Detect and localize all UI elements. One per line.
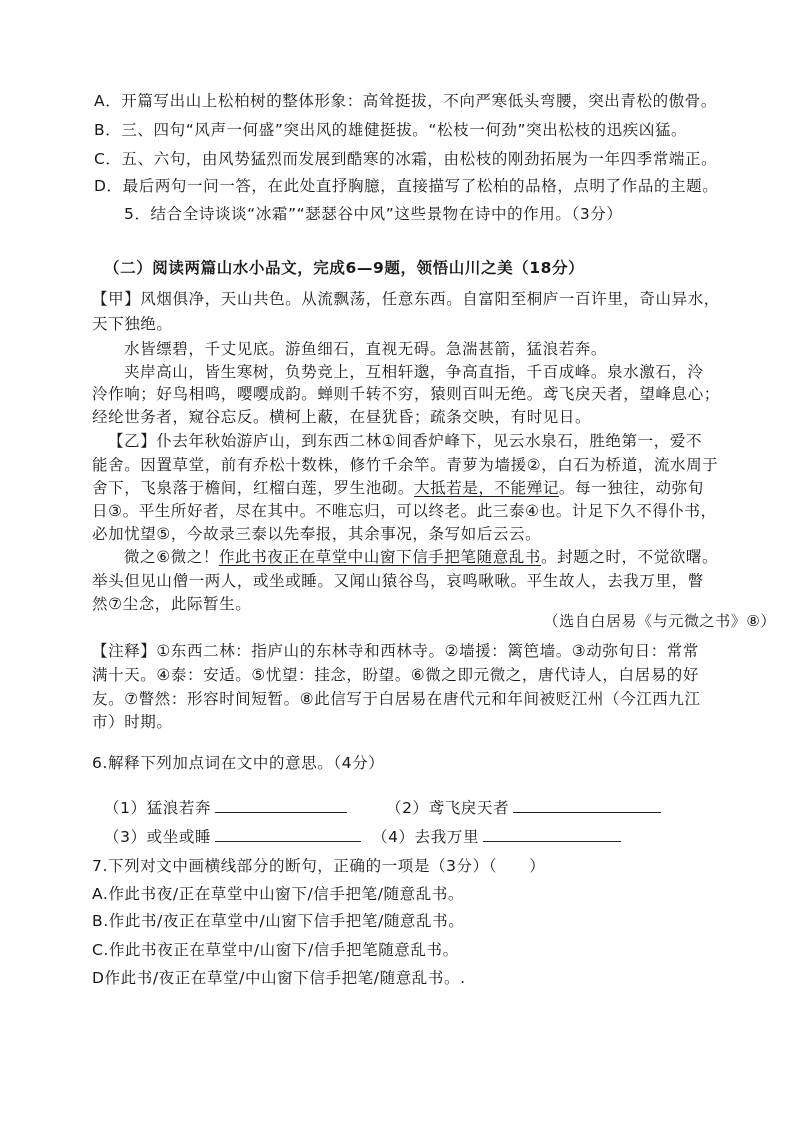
q6-item-label: （2）鸢飞戾天者 <box>386 799 510 817</box>
answer-blank[interactable] <box>483 825 621 842</box>
passage-yi-line: 日③。平生所好者，尽在其中。不唯忘归，可以终老。此三泰④也。计足下久不得仆书， <box>92 502 717 520</box>
notes-line: 市）时期。 <box>92 713 173 731</box>
passage-jia-line: 【甲】风烟俱净，天山共色。从流飘荡，任意东西。自富阳至桐庐一百许里，奇山异水， <box>92 290 720 308</box>
passage-yi-line: 【乙】仆去年秋始游庐山，到东西二林①间香炉峰下，见云水泉石，胜绝第一，爱不 <box>108 432 703 450</box>
notes-line: 友。⑦瞥然：形容时间短暂。⑧此信写于白居易在唐代元和年间被贬江州（今江西九江 <box>92 690 701 708</box>
q4-option-d: D．最后两句一问一答，在此处直抒胸臆，直接描写了松柏的品格，点明了作品的主题。 <box>94 177 719 195</box>
passage-yi-line <box>124 546 718 568</box>
q6-item-3 <box>104 825 361 848</box>
section-2-title: （二）阅读两篇山水小品文，完成6—9题，领悟山川之美（18分） <box>104 259 585 277</box>
passage-yi-line: 然⑦尘念，此际暂生。 <box>92 595 252 613</box>
question-6-stem: 6.解释下列加点词在文中的意思。（4分） <box>92 754 385 772</box>
passage-yi-text: 舍下，飞泉落于檐间，红榴白莲，罗生池砌。 <box>92 479 415 497</box>
answer-blank[interactable] <box>513 796 661 813</box>
q6-item-2 <box>386 796 661 819</box>
passage-jia-line: 夹岸高山，皆生寒树，负势竞上，互相轩邈，争高直指，千百成峰。泉水激石，泠 <box>124 363 704 381</box>
notes-line: 【注释】①东西二林：指庐山的东林寺和西林寺。②墙援：篱笆墙。③动弥旬日：常常 <box>92 642 699 660</box>
q6-item-label: （3）或坐或睡 <box>104 828 212 846</box>
passage-yi-text: 。封题之时，不觉欲曙。 <box>541 548 719 566</box>
passage-yi-text: 微之⑥微之！ <box>124 548 219 566</box>
passage-yi-line: 举头但见山僧一两人，或坐或睡。又闻山猿谷鸟，哀鸣啾啾。平生故人，去我万里，瞥 <box>92 572 704 590</box>
notes-line: 满十天。④泰：安适。⑤忧望：挂念，盼望。⑥微之即元微之，唐代诗人，白居易的好 <box>92 666 699 684</box>
question-7-stem: 7.下列对文中画横线部分的断句，正确的一项是（3分）（ ） <box>92 857 546 875</box>
passage-yi-text: 。每一独往，动弥旬 <box>558 479 704 497</box>
answer-blank[interactable] <box>215 796 347 813</box>
underlined-sentence-2: 作此书夜正在草堂中山窗下信手把笔随意乱书 <box>219 548 542 566</box>
q6-item-label: （1）猛浪若奔 <box>104 799 212 817</box>
q6-item-4 <box>372 825 621 848</box>
passage-yi-line: 必加忧望⑤，今故录三泰以先奉报，其余事况，条写如后云云。 <box>92 525 542 543</box>
q7-option-c: C.作此书夜正在草堂中/山窗下/信手把笔随意乱书。 <box>92 941 459 959</box>
q6-item-1 <box>104 796 347 819</box>
q7-option-a: A.作此书夜/正在草堂中山窗下/信手把笔/随意乱书。 <box>92 885 465 903</box>
q4-option-a: A．开篇写出山上松柏树的整体形象：高耸挺拔，不向严寒低头弯腰，突出青松的傲骨。 <box>94 92 718 110</box>
passage-source: （选自白居易《与元微之书》⑧） <box>543 612 776 630</box>
q7-option-b: B.作此书/夜正在草堂中/山窗下信手把笔/随意乱书。 <box>92 912 465 930</box>
passage-jia-line: 水皆缥碧，千丈见底。游鱼细石，直视无碍。急湍甚箭，猛浪若奔。 <box>124 340 608 358</box>
q4-option-b: B．三、四句“风声一何盛”突出风的雄健挺拔。“松枝一何劲”突出松枝的迅疾凶猛。 <box>94 121 688 139</box>
q7-option-d: D作此书/夜正在草堂/中山窗下信手把笔/随意乱书。. <box>92 969 466 987</box>
passage-jia-line: 天下独绝。 <box>92 315 173 333</box>
question-5: 5．结合全诗谈谈“冰霜”“瑟瑟谷中风”这些景物在诗中的作用。（3分） <box>124 205 623 223</box>
passage-jia-line: 泠作响；好鸟相鸣，嘤嘤成韵。蝉则千转不穷，猿则百叫无绝。鸢飞戾天者，望峰息心； <box>92 385 720 403</box>
q6-item-label: （4）去我万里 <box>372 828 480 846</box>
q4-option-c: C．五、六句，由风势猛烈而发展到酷寒的冰霜，由松枝的刚劲拓展为一年四季常端正。 <box>94 150 718 168</box>
passage-yi-line <box>92 477 704 499</box>
passage-jia-line: 经纶世务者，窥谷忘反。横柯上蔽，在昼犹昏；疏条交映，有时见日。 <box>92 408 592 426</box>
underlined-sentence-1: 大抵若是，不能殚记 <box>414 479 559 497</box>
passage-yi-line: 能舍。因置草堂，前有乔松十数株，修竹千余竿。青萝为墙援②，白石为桥道，流水周于 <box>92 456 719 474</box>
answer-blank[interactable] <box>215 825 361 842</box>
